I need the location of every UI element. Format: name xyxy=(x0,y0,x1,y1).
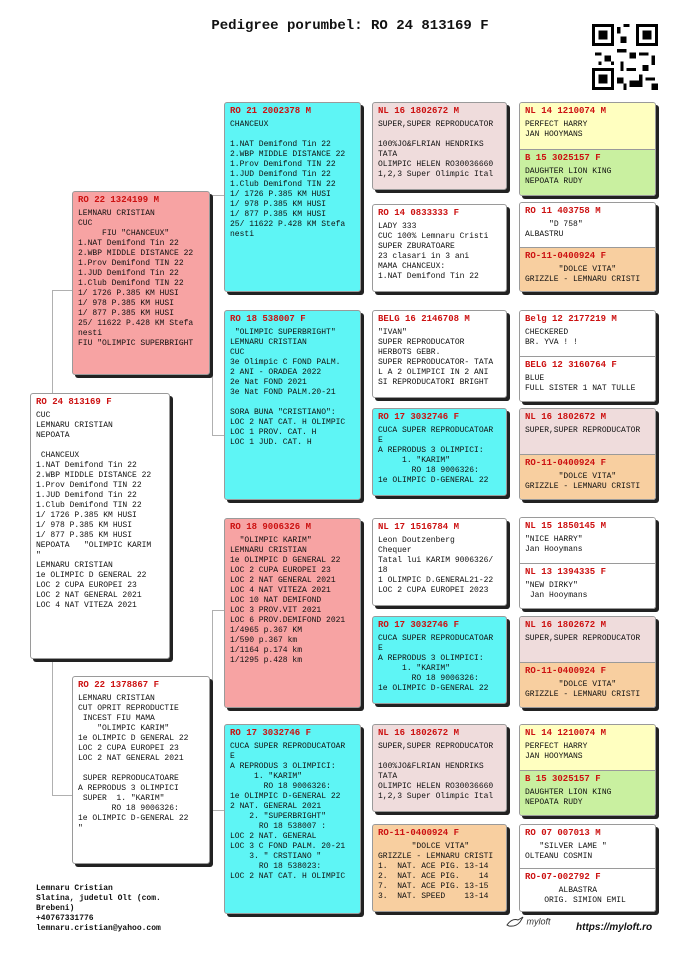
g4-ring: NL 14 1210074 M xyxy=(525,106,607,116)
g4-desc: "D 758" ALBASTRU xyxy=(525,220,583,240)
g4-card[interactable] xyxy=(520,409,655,455)
g4-ring: RO-11-0400924 F xyxy=(525,666,607,676)
g4-ring: NL 14 1210074 M xyxy=(525,728,607,738)
grandparent-card[interactable] xyxy=(224,518,361,708)
great-grandparent-ring: NL 16 1802672 M xyxy=(378,106,460,116)
great-grandparent-desc: CUCA SUPER REPRODUCATOAR E A REPRODUS 3 OLIMPICI: 1. "KARIM" RO 18 9006326: 1e OLIMPIC D-GENERAL 22 xyxy=(378,426,494,486)
g4-desc: SUPER,SUPER REPRODUCATOR xyxy=(525,634,641,644)
grandparent-desc: "OLIMPIC KARIM" LEMNARU CRISTIAN 1e OLIMPIC D GENERAL 22 LOC 2 CUPA EUROPEI 23 LOC 2 NAT GENERAL 2021 LOC 4 NAT VITEZA 2021 LOC 10 NAT DEMIFOND LOC 3 PROV.VIT 2021 LOC 6 PROV.DEMIFOND 2021 1/4965 p.367 KM 1/590 p.367 km 1/1164 p.174 km 1/1295 p.428 km xyxy=(230,536,346,666)
g4-card[interactable] xyxy=(520,825,655,869)
g4-card[interactable] xyxy=(520,103,655,150)
grandparent-card[interactable] xyxy=(224,310,361,500)
g4-desc: SUPER,SUPER REPRODUCATOR xyxy=(525,426,641,436)
g4-pair-box xyxy=(519,202,656,292)
great-grandparent-card[interactable] xyxy=(372,310,507,398)
g4-desc: DAUGHTER LION KING NEPOATA RUDY xyxy=(525,167,612,187)
grandparent-desc: CUCA SUPER REPRODUCATOAR E A REPRODUS 3 OLIMPICI: 1. "KARIM" RO 18 9006326: 1e OLIMPIC D-GENERAL 22 2 NAT. GENERAL 2021 2. "SUPERBRIGHT" RO 18 538007 : LOC 2 NAT. GENERAL LOC 3 C FOND PALM. 20-21 3. " CRSTIANO " RO 18 538023: LOC 2 NAT CAT. H OLIMPIC xyxy=(230,742,346,882)
g4-ring: NL 16 1802672 M xyxy=(525,620,607,630)
g4-desc: "NICE HARRY" Jan Hooymans xyxy=(525,535,583,555)
connector-line xyxy=(212,610,224,611)
subject-card[interactable] xyxy=(30,393,170,659)
great-grandparent-ring: BELG 16 2146708 M xyxy=(378,314,470,324)
g4-pair-box xyxy=(519,616,656,708)
connector-line xyxy=(52,660,53,795)
owner-contact: Lemnaru Cristian Slatina, judetul Olt (com. Brebeni) +40767331776 lemnaru.cristian@yahoo.com xyxy=(36,884,161,933)
mother-card[interactable] xyxy=(72,676,210,864)
great-grandparent-desc: Leon Doutzenberg Chequer Tatal lui KARIM 9006326/ 18 1 OLIMPIC D.GENERAL21-22 LOC 2 CUPA EUROPEI 2023 xyxy=(378,536,494,596)
great-grandparent-card[interactable] xyxy=(372,102,507,190)
great-grandparent-desc: LADY 333 CUC 100% Lemnaru Cristi SUPER ZBURATOARE 23 clasari in 3 ani MAMA CHANCEUX: 1.NAT Demifond Tin 22 xyxy=(378,222,489,282)
g4-ring: NL 13 1394335 F xyxy=(525,567,607,577)
brand-name: myloft xyxy=(526,916,551,927)
grandparent-desc: CHANCEUX 1.NAT Demifond Tin 22 2.WBP MIDDLE DISTANCE 22 1.Prov Demifond TIN 22 1.JUD Demifond Tin 22 1.Club Demifond TIN 22 1/ 1726 P.385 KM HUSI 1/ 978 P.385 KM HUSI 1/ 877 P.385 KM HUSI 25/ 11622 P.428 KM Stefa nesti xyxy=(230,120,346,240)
great-grandparent-card[interactable] xyxy=(372,518,507,606)
great-grandparent-desc: SUPER,SUPER REPRODUCATOR 100%JO&FLRIAN HENDRIKS TATA OLIMPIC HELEN RO30036660 1,2,3 Super Olimpic Ital xyxy=(378,742,494,802)
g4-ring: BELG 12 3160764 F xyxy=(525,360,617,370)
great-grandparent-desc: CUCA SUPER REPRODUCATOAR E A REPRODUS 3 OLIMPICI: 1. "KARIM" RO 18 9006326: 1e OLIMPIC D-GENERAL 22 xyxy=(378,634,494,694)
g4-pair-box xyxy=(519,102,656,196)
g4-desc: PERFECT HARRY JAN HOOYMANS xyxy=(525,742,588,762)
subject-ring: RO 24 813169 F xyxy=(36,397,112,407)
grandparent-ring: RO 18 538007 F xyxy=(230,314,306,324)
great-grandparent-card[interactable] xyxy=(372,724,507,812)
g4-ring: NL 15 1850145 M xyxy=(525,521,607,531)
grandparent-ring: RO 17 3032746 F xyxy=(230,728,312,738)
site-link[interactable]: https://myloft.ro xyxy=(576,922,653,933)
great-grandparent-ring: NL 17 1516784 M xyxy=(378,522,460,532)
connector-line xyxy=(212,195,213,435)
g4-desc: "DOLCE VITA" GRIZZLE - LEMNARU CRISTI xyxy=(525,265,641,285)
page-title: Pedigree porumbel: RO 24 813169 F xyxy=(211,18,489,34)
qr-code xyxy=(592,24,658,90)
great-grandparent-desc: SUPER,SUPER REPRODUCATOR 100%JO&FLRIAN HENDRIKS TATA OLIMPIC HELEN RO30036660 1,2,3 Super Olimpic Ital xyxy=(378,120,494,180)
subject-desc: CUC LEMNARU CRISTIAN NEPOATA CHANCEUX 1.NAT Demifond Tin 22 2.WBP MIDDLE DISTANCE 22 1.Prov Demifond TIN 22 1.JUD Demifond Tin 22 1.Club Demifond TIN 22 1/ 1726 P.385 KM HUSI 1/ 978 P.385 KM HUSI 1/ 877 P.385 KM HUSI NEPOATA "OLIMPIC KARIM " LEMNARU CRISTIAN 1e OLIMPIC D GENERAL 22 LOC 2 CUPA EUROPEI 23 LOC 2 NAT GENERAL 2021 LOC 4 NAT VITEZA 2021 xyxy=(36,411,152,611)
great-grandparent-card[interactable] xyxy=(372,616,507,704)
grandparent-card[interactable] xyxy=(224,724,361,914)
father-ring: RO 22 1324199 M xyxy=(78,195,160,205)
g4-card[interactable] xyxy=(520,564,655,609)
g4-card[interactable] xyxy=(520,869,655,912)
pigeon-icon xyxy=(506,916,524,928)
father-card[interactable] xyxy=(72,191,210,375)
g4-pair-box xyxy=(519,517,656,609)
g4-desc: "SILVER LAME " OLTEANU COSMIN xyxy=(525,842,607,862)
g4-card[interactable] xyxy=(520,663,655,708)
great-grandparent-ring: RO 14 0833333 F xyxy=(378,208,460,218)
g4-desc: PERFECT HARRY JAN HOOYMANS xyxy=(525,120,588,140)
connector-line xyxy=(52,290,72,291)
mother-desc: LEMNARU CRISTIAN CUT OPRIT REPRODUCTIE INCEST FIU MAMA "OLIMPIC KARIM" 1e OLIMPIC D GENERAL 22 LOC 2 CUPA EUROPEI 23 LOC 2 NAT GENERAL 2021 SUPER REPRODUCATOARE A REPRODUS 3 OLIMPICI SUPER 1. "KARIM" RO 18 9006326: 1e OLIMPIC D-GENERAL 22 " xyxy=(78,694,189,834)
g4-ring: B 15 3025157 F xyxy=(525,774,601,784)
great-grandparent-card[interactable] xyxy=(372,408,507,496)
connector-line xyxy=(212,195,224,196)
g4-pair-box xyxy=(519,724,656,816)
g4-card[interactable] xyxy=(520,455,655,500)
connector-line xyxy=(52,290,53,402)
g4-pair-box xyxy=(519,824,656,912)
g4-pair-box xyxy=(519,408,656,500)
great-grandparent-ring: RO 17 3032746 F xyxy=(378,620,460,630)
g4-card[interactable] xyxy=(520,518,655,564)
g4-desc: ALBASTRA ORIG. SIMION EMIL xyxy=(544,886,626,906)
brand-logo[interactable] xyxy=(506,916,551,928)
g4-card[interactable] xyxy=(520,771,655,816)
g4-card[interactable] xyxy=(520,150,655,196)
g4-desc: CHECKERED BR. YVA ! ! xyxy=(525,328,578,348)
grandparent-card[interactable] xyxy=(224,102,361,292)
grandparent-ring: RO 21 2002378 M xyxy=(230,106,312,116)
grandparent-ring: RO 18 9006326 M xyxy=(230,522,312,532)
g4-ring: RO 07 007013 M xyxy=(525,828,601,838)
g4-desc: "DOLCE VITA" GRIZZLE - LEMNARU CRISTI xyxy=(525,472,641,492)
great-grandparent-ring: RO-11-0400924 F xyxy=(378,828,460,838)
g4-desc: DAUGHTER LION KING NEPOATA RUDY xyxy=(525,788,612,808)
g4-ring: B 15 3025157 F xyxy=(525,153,601,163)
great-grandparent-ring: RO 17 3032746 F xyxy=(378,412,460,422)
connector-line xyxy=(212,610,213,810)
g4-ring: NL 16 1802672 M xyxy=(525,412,607,422)
g4-desc: BLUE FULL SISTER 1 NAT TULLE xyxy=(525,374,636,394)
great-grandparent-card[interactable] xyxy=(372,204,507,292)
g4-ring: RO-11-0400924 F xyxy=(525,458,607,468)
connector-line xyxy=(212,435,224,436)
connector-line xyxy=(52,795,72,796)
g4-desc: "DOLCE VITA" GRIZZLE - LEMNARU CRISTI xyxy=(525,680,641,700)
g4-ring: RO-11-0400924 F xyxy=(525,251,607,261)
g4-card[interactable] xyxy=(520,617,655,663)
great-grandparent-card[interactable] xyxy=(372,824,507,912)
grandparent-desc: "OLIMPIC SUPERBRIGHT" LEMNARU CRISTIAN CUC 3e Olimpic C FOND PALM. 2 ANI - ORADEA 2022 2e Nat FOND 2021 3e Nat FOND PALM.20-21 SORA BUNA "CRISTIANO": LOC 2 NAT CAT. H OLIMPIC LOC 1 PROV. CAT. H LOC 1 JUD. CAT. H xyxy=(230,328,346,448)
g4-ring: RO 11 403758 M xyxy=(525,206,601,216)
g4-card[interactable] xyxy=(520,725,655,771)
g4-card[interactable] xyxy=(520,248,655,292)
g4-ring: Belg 12 2177219 M xyxy=(525,314,617,324)
great-grandparent-desc: "IVAN" SUPER REPRODUCATOR HERBOTS GEBR. SUPER REPRODUCATOR- TATA L A 2 OLIMPICI IN 2 ANI SI REPRODUCATORI BRIGHT xyxy=(378,328,494,388)
connector-line xyxy=(212,810,224,811)
g4-card[interactable] xyxy=(520,311,655,357)
g4-ring: RO-07-002792 F xyxy=(525,872,601,882)
great-grandparent-desc: "DOLCE VITA" GRIZZLE - LEMNARU CRISTI 1. NAT. ACE PIG. 13-14 2. NAT. ACE PIG. 14 7. NAT. ACE PIG. 13-15 3. NAT. SPEED 13-14 xyxy=(378,842,494,902)
g4-desc: "NEW DIRKY" Jan Hooymans xyxy=(525,581,588,601)
great-grandparent-ring: NL 16 1802672 M xyxy=(378,728,460,738)
g4-pair-box xyxy=(519,310,656,402)
father-desc: LEMNARU CRISTIAN CUC FIU "CHANCEUX" 1.NAT Demifond Tin 22 2.WBP MIDDLE DISTANCE 22 1.Prov Demifond TIN 22 1.JUD Demifond Tin 22 1.Club Demifond TIN 22 1/ 1726 P.385 KM HUSI 1/ 978 P.385 KM HUSI 1/ 877 P.385 KM HUSI 25/ 11622 P.428 KM Stefa nesti FIU "OLIMPIC SUPERBRIGHT xyxy=(78,209,194,349)
g4-card[interactable] xyxy=(520,203,655,248)
mother-ring: RO 22 1378867 F xyxy=(78,680,160,690)
g4-card[interactable] xyxy=(520,357,655,402)
